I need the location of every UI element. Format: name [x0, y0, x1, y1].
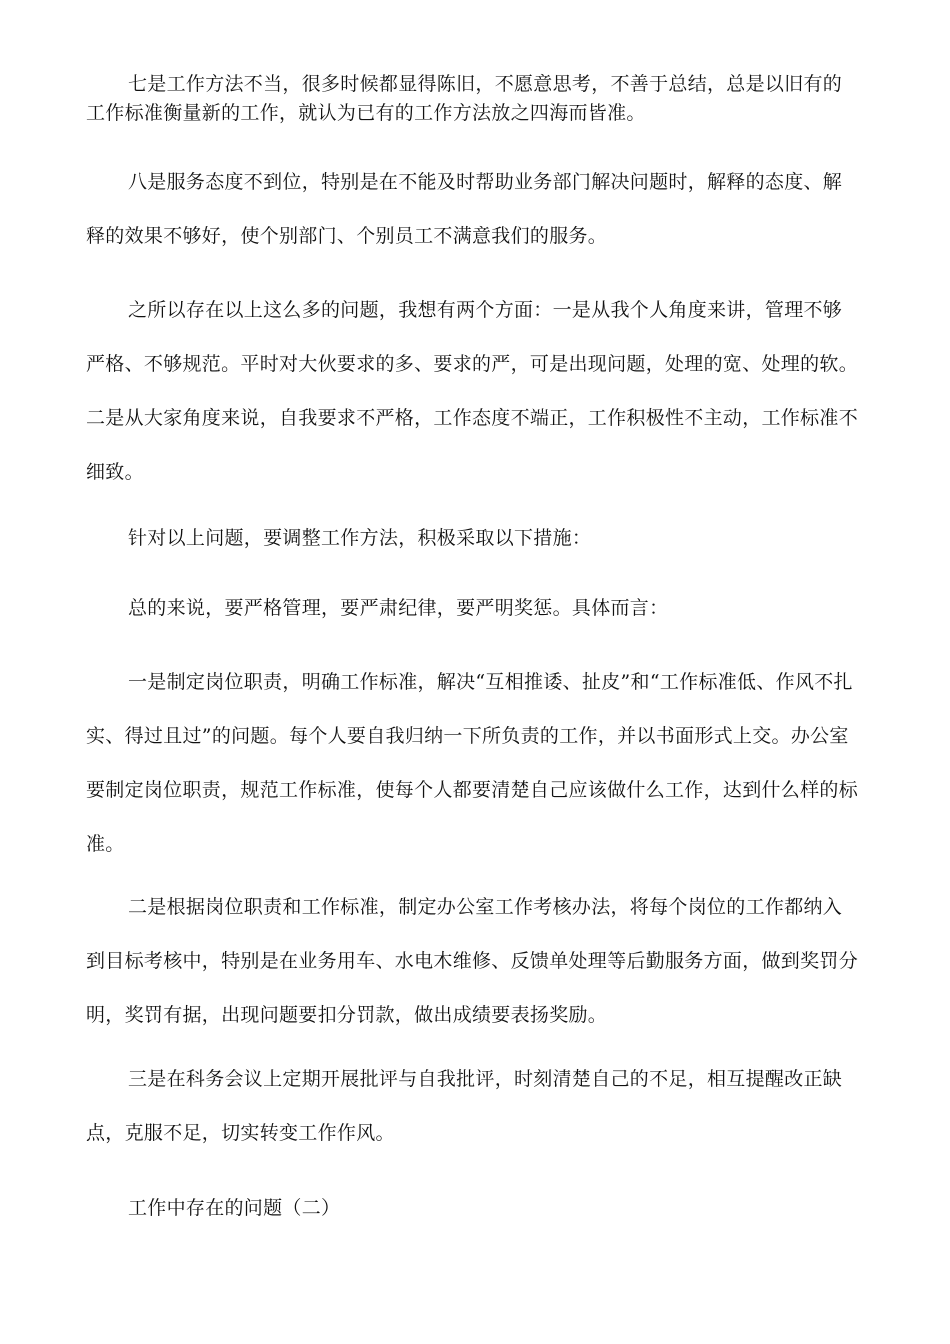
paragraph-measures-intro: 针对以上问题，要调整工作方法，积极采取以下措施： [128, 527, 592, 549]
paragraph-item-seven: 七是工作方法不当，很多时候都显得陈旧，不愿意思考，不善于总结，总是以旧有的工作标准衡量新的工作，就认为已有的工作方法放之四海而皆准。 [86, 73, 843, 124]
section-heading: 工作中存在的问题（二） [128, 1197, 341, 1219]
paragraph-summary: 总的来说，要严格管理，要严肃纪律，要严明奖惩。具体而言： [128, 597, 669, 619]
paragraph-measure-two: 二是根据岗位职责和工作标准，制定办公室工作考核办法，将每个岗位的工作都纳入到目标考核中，特别是在业务用车、水电木维修、反馈单处理等后勤服务方面，做到奖罚分明，奖罚有据，出现问题要扣分罚款，做出成绩要表扬奖励。 [86, 896, 859, 1026]
paragraph-causes: 之所以存在以上这么多的问题，我想有两个方面：一是从我个人角度来讲，管理不够严格、不够规范。平时对大伙要求的多、要求的严，可是出现问题，处理的宽、处理的软。二是从大家角度来说，自我要求不严格，工作态度不端正，工作积极性不主动，工作标准不细致。 [86, 299, 859, 483]
paragraph-measure-three: 三是在科务会议上定期开展批评与自我批评，时刻清楚自己的不足，相互提醒改正缺点，克服不足，切实转变工作作风。 [86, 1068, 843, 1144]
paragraph-measure-one: 一是制定岗位职责，明确工作标准，解决“互相推诿、扯皮”和“工作标准低、作风不扎实、得过且过”的问题。每个人要自我归纳一下所负责的工作，并以书面形式上交。办公室要制定岗位职责，规范工作标准，使每个人都要清楚自己应该做什么工作，达到什么样的标准。 [86, 671, 859, 855]
paragraph-item-eight: 八是服务态度不到位，特别是在不能及时帮助业务部门解决问题时，解释的态度、解释的效果不够好，使个别部门、个别员工不满意我们的服务。 [86, 171, 843, 247]
